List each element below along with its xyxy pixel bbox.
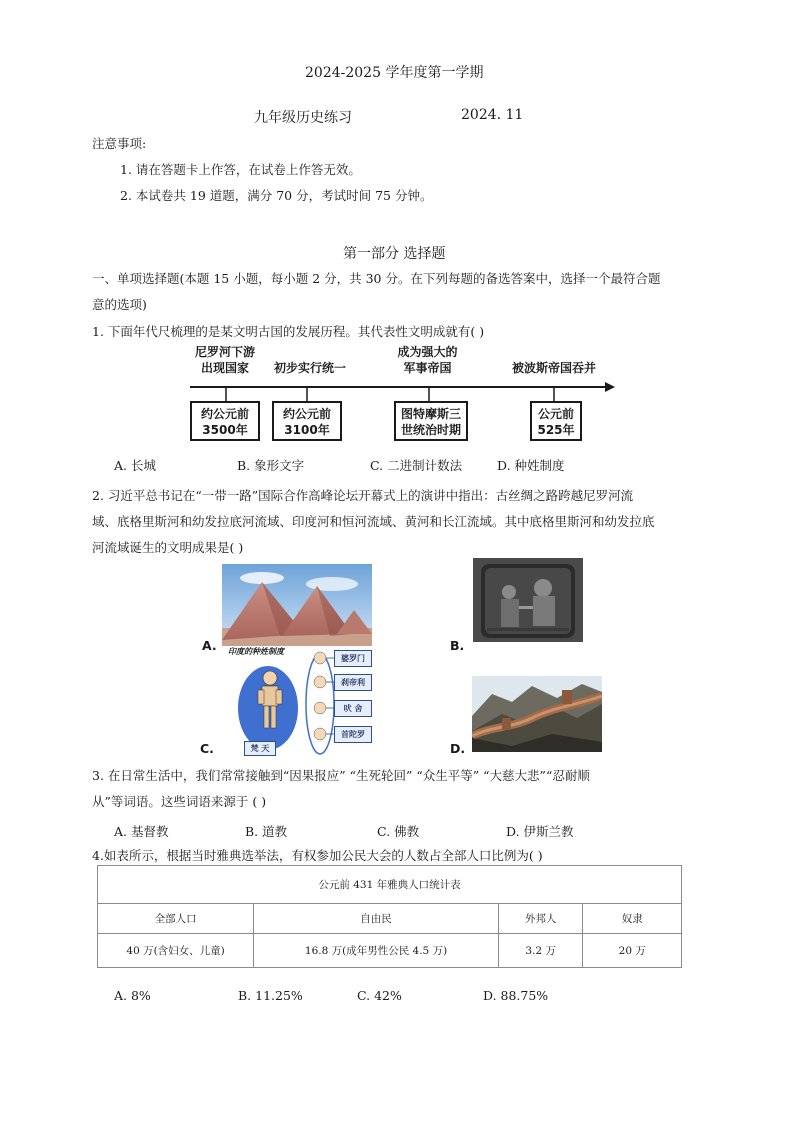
caste-vaishya: 吠 舍: [334, 700, 372, 717]
athens-population-table: [97, 865, 682, 968]
q3-option-c: C. 佛教: [377, 824, 420, 839]
caste-chart-title: 印度的种姓制度: [228, 647, 284, 656]
q1-option-d: D. 种姓制度: [497, 458, 565, 473]
table-header-free: 自由民: [254, 904, 499, 934]
table-cell-slaves: 20 万: [583, 934, 682, 968]
caste-shudra: 首陀罗: [334, 726, 372, 743]
q3-option-d: D. 伊斯兰教: [506, 824, 574, 839]
exam-subject: 九年级历史练习: [254, 110, 352, 126]
timeline-event-1-date: 约公元前 3500年: [190, 401, 260, 441]
q1-timeline: [180, 344, 615, 444]
table-cell-free: 16.8 万(成年男性公民 4.5 万): [254, 934, 499, 968]
q2-label-d: D.: [450, 741, 466, 756]
q4-option-c: C. 42%: [357, 988, 402, 1003]
q1-option-b: B. 象形文字: [237, 458, 305, 473]
section-instructions-line2: 意的选项): [92, 297, 147, 312]
caste-brahma: 梵 天: [244, 741, 276, 756]
timeline-event-4-date: 公元前 525年: [530, 401, 582, 441]
table-cell-total: 40 万(含妇女、儿童): [98, 934, 254, 968]
great-wall-image: [472, 676, 602, 752]
q4-option-b: B. 11.25%: [238, 988, 303, 1003]
q2-label-c: C.: [200, 741, 214, 756]
q1-option-c: C. 二进制计数法: [370, 458, 463, 473]
timeline-event-1-label: 尼罗河下游 出现国家: [194, 345, 255, 375]
timeline-event-3-label: 成为强大的 军事帝国: [397, 345, 458, 375]
q4-stem: 4.如表所示，根据当时雅典选举法，有权参加公民大会的人数占全部人口比例为( ): [92, 848, 543, 863]
notice-item-1: 1. 请在答题卡上作答，在试卷上作答无效。: [120, 162, 361, 177]
part-title: 第一部分 选择题: [343, 246, 446, 262]
pyramids-image: [222, 564, 372, 646]
q3-option-a: A. 基督教: [114, 824, 169, 839]
timeline-event-2-date: 约公元前 3100年: [272, 401, 342, 441]
table-header-foreigners: 外邦人: [498, 904, 583, 934]
notice-heading: 注意事项:: [92, 136, 147, 151]
q3-line2: 从”等词语。这些词语来源于 ( ): [92, 794, 267, 809]
q2-line3: 河流域诞生的文明成果是( ): [92, 540, 244, 555]
q2-line1: 2. 习近平总书记在“一带一路”国际合作高峰论坛开幕式上的演讲中指出：古丝绸之路跨越尼罗河流: [92, 488, 634, 503]
q2-line2: 域、底格里斯河和幼发拉底河流域、印度河和恒河流域、黄河和长江流域。其中底格里斯河和幼发拉底: [92, 514, 655, 529]
timeline-event-3-date: 图特摩斯三 世统治时期: [394, 401, 468, 441]
caste-system-image: [222, 646, 377, 758]
table-header-slaves: 奴隶: [583, 904, 682, 934]
q2-label-a: A.: [202, 638, 217, 653]
caste-brahmin: 婆罗门: [334, 650, 372, 667]
timeline-event-2-label: 初步实行统一: [273, 361, 346, 375]
q1-stem: 1. 下面年代尺梳理的是某文明古国的发展历程。其代表性文明成就有( ): [92, 324, 485, 339]
timeline-event-4-label: 被波斯帝国吞并: [511, 361, 596, 375]
q1-option-a: A. 长城: [114, 458, 156, 473]
exam-date: 2024. 11: [461, 107, 524, 123]
table-cell-foreigners: 3.2 万: [498, 934, 583, 968]
table-header-total: 全部人口: [98, 904, 254, 934]
exam-term: 2024-2025 学年度第一学期: [305, 65, 484, 81]
q2-label-b: B.: [450, 638, 465, 653]
section-instructions-line1: 一、单项选择题(本题 15 小题，每小题 2 分，共 30 分。在下列每题的备选答案中，选择一个最符合题: [92, 271, 661, 286]
notice-item-2: 2. 本试卷共 19 道题，满分 70 分，考试时间 75 分钟。: [120, 188, 433, 203]
q4-option-a: A. 8%: [114, 988, 151, 1003]
q3-line1: 3. 在日常生活中，我们常常接触到“因果报应” “生死轮回” “众生平等” “大慈大悲”“忍耐顺: [92, 768, 590, 783]
stele-image: [473, 558, 583, 642]
table-caption: 公元前 431 年雅典人口统计表: [98, 866, 682, 904]
q3-option-b: B. 道教: [245, 824, 288, 839]
q4-option-d: D. 88.75%: [483, 988, 549, 1003]
caste-kshatriya: 刹帝利: [334, 674, 372, 691]
